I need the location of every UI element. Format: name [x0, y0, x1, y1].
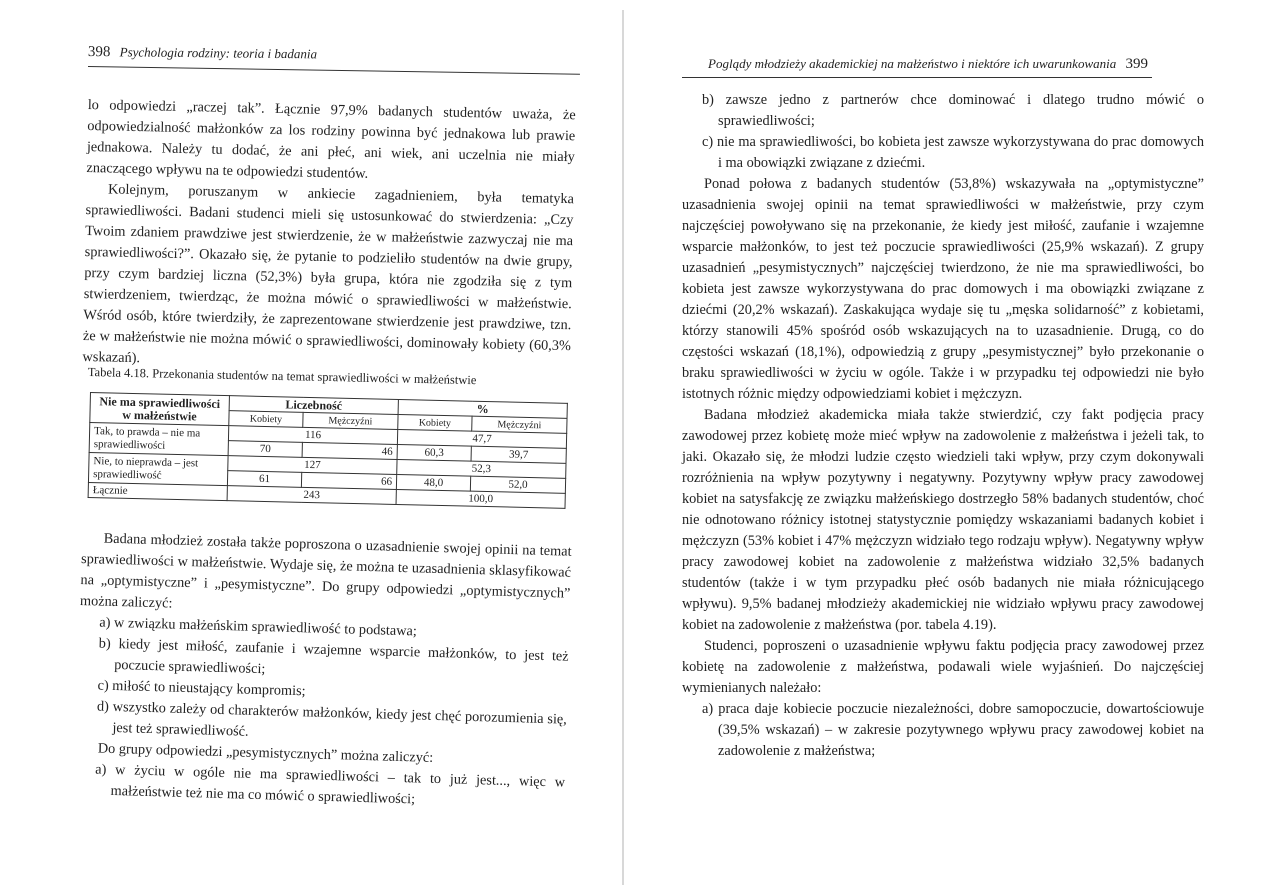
list-item: b) zawsze jedno z partnerów chce dominować i dlatego trudno mówić o sprawiedliwości;: [702, 92, 1204, 129]
left-page-number: 398: [87, 44, 111, 61]
list-item: b) kiedy jest miłość, zaufanie i wzajemne wsparcie małżonków, to jest też poczucie sprawiedliwości;: [98, 635, 569, 678]
table-header-statement: Nie ma sprawiedliwości w małżeństwie: [90, 393, 230, 426]
book-gutter: [622, 10, 624, 885]
table-cell: 46: [302, 442, 397, 459]
table-cell: 66: [301, 472, 396, 489]
table-cell: 52,3: [397, 459, 566, 478]
left-header: [88, 44, 317, 63]
right-running-title: Poglądy młodzieży akademickiej na małżeństwo i niektóre ich uwarunkowania: [708, 56, 1117, 71]
paragraph: Badana młodzież została także poproszona o uzasadnienie swojej opinii na temat sprawiedliwości w małżeństwie. Wydaje się, że można te uzasadnienia sklasyfikować na „optymistyczne” i „pesymistyczne”. Do grupy odpowiedzi „optymistycznych” można zaliczyć:: [79, 530, 572, 612]
left-running-title: Psychologia rodziny: teoria i badania: [119, 44, 318, 62]
table-cell: 48,0: [396, 474, 470, 491]
justice-table: [88, 392, 568, 509]
paragraph: Kolejnym, poruszanym w ankiecie zagadnieniem, była tematyka sprawiedliwości. Badani studenci mieli się ustosunkować do stwierdzenia: „Czy Twoim zdaniem prawdziwe jest stwierdzenie, że w małżeństwie zazwyczaj nie ma sprawiedliwości?”. Okazało się, że pytanie to podzieliło studentów na dwie grupy, przy czym bardziej liczna (52,3%) była grupa, która nie zgodziła się z tym stwierdzeniem, twierdząc, że można mówić o sprawiedliwości w małżeństwie. Wśród osób, które twierdziły, że zaprezentowane stwierdzenie jest prawdziwe, tzn. że w małżeństwie nie można mówić o sprawiedliwości, dominowały kobiety (60,3% wskazań).: [82, 181, 575, 367]
left-body-text-2: [74, 528, 571, 815]
table-row-label: Nie, to nieprawda – jest sprawiedliwość: [88, 452, 228, 485]
paragraph: Ponad połowa z badanych studentów (53,8%) wskazywała na „optymistyczne” uzasadnienia swojej opinii na temat sprawiedliwości w małżeństwie, przy czym najczęściej powoływano się na przekonanie, że kiedy jest miłość, zaufanie i wzajemne wsparcie małżonków, to jest też poczucie sprawiedliwości (25,9% wskazań). Z grupy uzasadnień „pesymistycznych” najczęściej twierdzono, że nie ma sprawiedliwości, bo kobieta jest zawsze wykorzystywana do prac domowych i ma obowiązki związane z dziećmi (20,2% wskazań). Zaskakująca wydaje się tu „męska solidarność” z kobietami, którzy stanowili 45% spośród osób wskazujących na to uzasadnienie. Drugą, co do częstości wskazań (18,1%), odpowiedzią z grupy „pesymistycznej” było przekonanie o braku sprawiedliwości w życiu w ogóle. Także i w przypadku tej odpowiedzi nie było istotnych różnic między odpowiedziami kobiet i mężczyzn.: [682, 176, 1204, 402]
list-item: c) miłość to nieustający kompromis;: [97, 677, 306, 700]
left-header-rule: [88, 66, 580, 75]
table-cell: 39,7: [471, 446, 566, 463]
paragraph: Badana młodzież akademicka miała także stwierdzić, czy fakt podjęcia pracy zawodowej przez kobietę może mieć wpływ na zadowolenie z małżeństwa i jeżeli tak, to jaki. Okazało się, że młodzi ludzie często wiedzieli taki wpływ, przy czym dokonywali rozróżnienia na wpływ pozytywny i negatywny. Pozytywny wpływ pracy zawodowej kobiet na satysfakcję ze związku małżeńskiego dostrzegło 58% badanych studentów, choć nie odnotowano różnicy istotnej statystycznie pomiędzy wskazaniami badanych kobiet i mężczyzn (53% kobiet i 47% mężczyzn widziało tego rodzaju wpływ). Negatywny wpływ pracy zawodowej kobiet na zadowolenie z małżeństwa widziało 32,5% badanych studentów (także i w tym przypadku płeć osób badanych nie miała różnicującego wpływu). 9,5% badanej młodzieży akademickiej nie widziało wpływu pracy zawodowej kobiet na zadowolenie z małżeństwa (por. tabela 4.19).: [682, 407, 1204, 633]
right-header-rule: [682, 77, 1152, 78]
left-body-text: [82, 95, 576, 378]
table-cell: 243: [227, 486, 396, 505]
table-cell: 116: [228, 426, 397, 445]
table-cell: 47,7: [397, 429, 566, 448]
right-page: [630, 0, 1263, 893]
right-page-number: 399: [1125, 56, 1148, 72]
table-cell: 61: [227, 471, 301, 488]
table-cell: 100,0: [396, 489, 565, 508]
list-item: c) nie ma sprawiedliwości, bo kobieta jest zawsze wykorzystywana do prac domowych i ma obowiązki związane z dziećmi.: [702, 134, 1204, 171]
list-item: a) w związku małżeńskim sprawiedliwość to podstawa;: [99, 614, 418, 640]
paragraph: Studenci, poproszeni o uzasadnienie wpływu faktu podjęcia pracy zawodowej przez kobietę na zadowolenie z małżeństwa, podawali wiele wyjaśnień. Do najczęściej wymienianych należało:: [682, 638, 1204, 696]
table-cell: 52,0: [470, 476, 565, 493]
table-subheader-men: Mężczyźni: [303, 412, 398, 429]
table-header-count: Liczebność: [229, 396, 398, 415]
table-subheader-women-pct: Kobiety: [398, 414, 472, 431]
list-item: a) praca daje kobiecie poczucie niezależności, dobre samopoczucie, dowartościowuje (39,5% wskazań) – w zakresie pozytywnego wpływu pracy zawodowej kobiet na zadowolenie z małżeństwa;: [702, 701, 1204, 759]
right-body-text: [682, 90, 1204, 762]
table-row-label: Tak, to prawda – nie ma sprawiedliwości: [89, 423, 229, 456]
table-cell: 60,3: [397, 444, 471, 461]
table-cell: 127: [228, 456, 397, 475]
table-header-percent: %: [398, 399, 567, 418]
table-subheader-women: Kobiety: [229, 411, 303, 428]
table-subheader-men-pct: Mężczyźni: [472, 416, 567, 433]
table-cell: 70: [228, 441, 302, 458]
paragraph: Do grupy odpowiedzi „pesymistycznych” można zaliczyć:: [97, 740, 434, 766]
paragraph: lo odpowiedzi „raczej tak”. Łącznie 97,9% badanych studentów uważa, że odpowiedzialność małżonków za los rodziny powinna być jednakowa lub prawie jednakowa. Należy tu dodać, że ani płeć, ani wiek, ani uczelnia nie miały znaczącego wpływu na te odpowiedzi studentów.: [86, 96, 576, 182]
list-item: d) wszystko zależy od charakterów małżonków, kiedy jest chęć porozumienia się, jest też sprawiedliwość.: [96, 698, 568, 740]
right-header: [628, 56, 1148, 73]
table-caption: Tabela 4.18. Przekonania studentów na temat sprawiedliwości w małżeństwie: [87, 365, 477, 388]
table-row-label: Łącznie: [88, 482, 227, 500]
left-page: [0, 0, 618, 893]
list-item: a) w życiu w ogóle nie ma sprawiedliwości – tak to już jest..., więc w małżeństwie też nie ma co mówić o sprawiedliwości;: [95, 761, 566, 808]
